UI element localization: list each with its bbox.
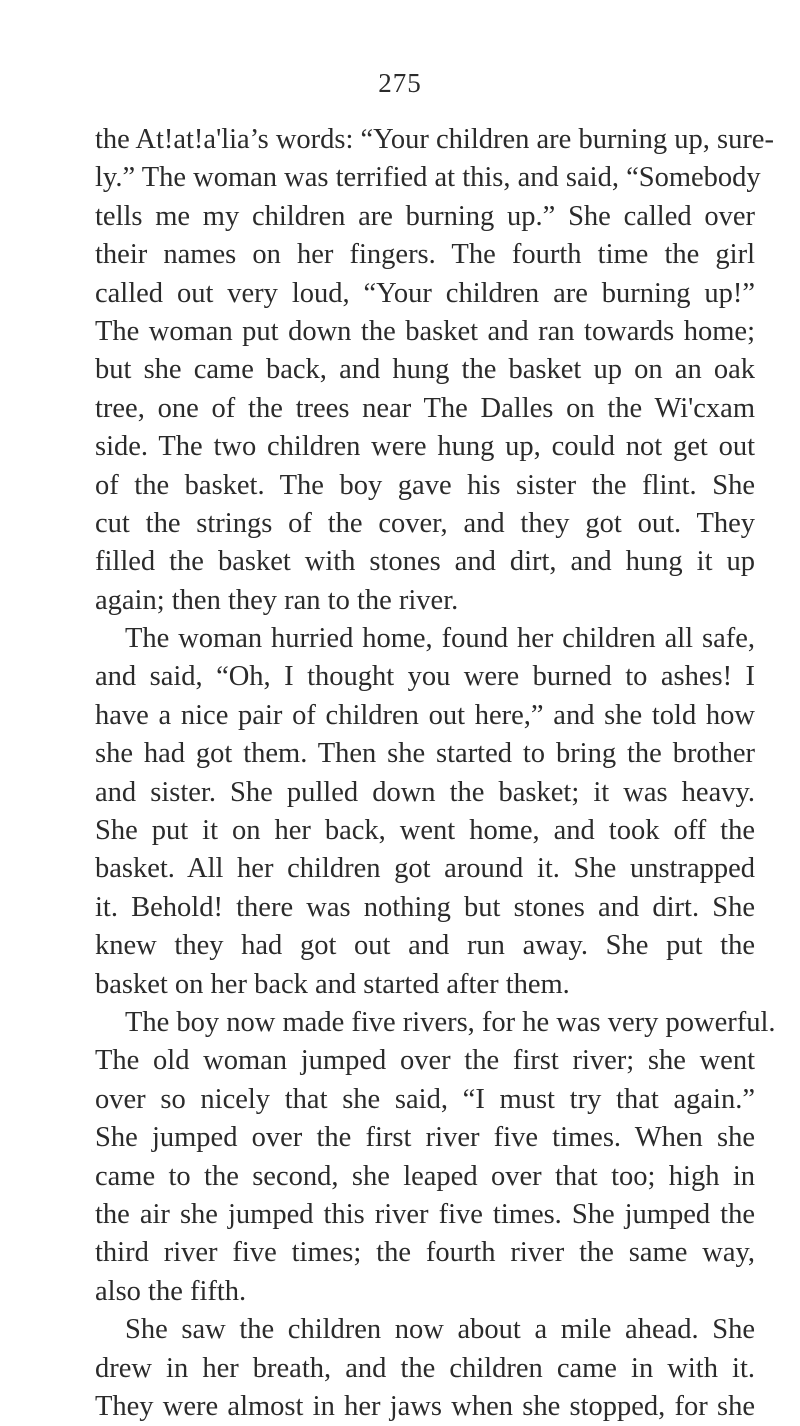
text-line: and said, “Oh, I thought you were burned to ashes! I: [95, 661, 755, 693]
text-line: it. Behold! there was nothing but stones and dirt. She: [95, 891, 755, 923]
text-line: again; then they ran to the river.: [95, 584, 459, 616]
text-line: basket on her back and started after them.: [95, 968, 570, 1000]
text-line: called out very loud, “Your children are burning up!”: [95, 277, 755, 309]
text-line: ly.” The woman was terrified at this, and said, “Somebody: [95, 162, 761, 194]
text-line: the air she jumped this river five times. She jumped the: [95, 1198, 755, 1230]
text-line: have a nice pair of children out here,” and she told how: [95, 699, 755, 731]
paragraph-start-line: The boy now made five rivers, for he was very powerful.: [125, 1006, 776, 1038]
text-line: of the basket. The boy gave his sister the flint. She: [95, 469, 755, 501]
text-line: she had got them. Then she started to bring the brother: [95, 738, 755, 770]
text-line: their names on her fingers. The fourth time the girl: [95, 239, 755, 271]
text-line: tree, one of the trees near The Dalles on the Wi'cxam: [95, 392, 755, 424]
text-line: tells me my children are burning up.” She called over: [95, 200, 755, 232]
text-line: The old woman jumped over the first river; she went: [95, 1045, 755, 1077]
text-line: cut the strings of the cover, and they got out. They: [95, 507, 755, 539]
text-line: She put it on her back, went home, and took off the: [95, 815, 755, 847]
text-line: They were almost in her jaws when she stopped, for she: [95, 1390, 755, 1422]
text-line: drew in her breath, and the children came in with it.: [95, 1352, 755, 1384]
text-line: filled the basket with stones and dirt, and hung it up: [95, 546, 755, 578]
text-line: basket. All her children got around it. She unstrapped: [95, 853, 755, 885]
text-line: third river five times; the fourth river the same way,: [95, 1237, 755, 1269]
paragraph-start-line: She saw the children now about a mile ahead. She: [125, 1314, 755, 1346]
text-line: over so nicely that she said, “I must try that again.”: [95, 1083, 755, 1115]
text-line: The woman put down the basket and ran towards home;: [95, 315, 755, 347]
text-line: and sister. She pulled down the basket; it was heavy.: [95, 776, 755, 808]
text-line: came to the second, she leaped over that too; high in: [95, 1160, 755, 1192]
page-number: 275: [378, 68, 422, 98]
text-line: She jumped over the first river five times. When she: [95, 1122, 755, 1154]
text-line: but she came back, and hung the basket up on an oak: [95, 354, 755, 386]
text-line: knew they had got out and run away. She put the: [95, 930, 755, 962]
text-line: also the fifth.: [95, 1275, 247, 1307]
text-line: the At!at!a'lia’s words: “Your children are burning up, sure-: [95, 124, 774, 155]
paragraph-start-line: The woman hurried home, found her children all safe,: [125, 623, 755, 655]
body-text: [95, 121, 776, 1426]
text-line: side. The two children were hung up, could not get out: [95, 431, 755, 463]
